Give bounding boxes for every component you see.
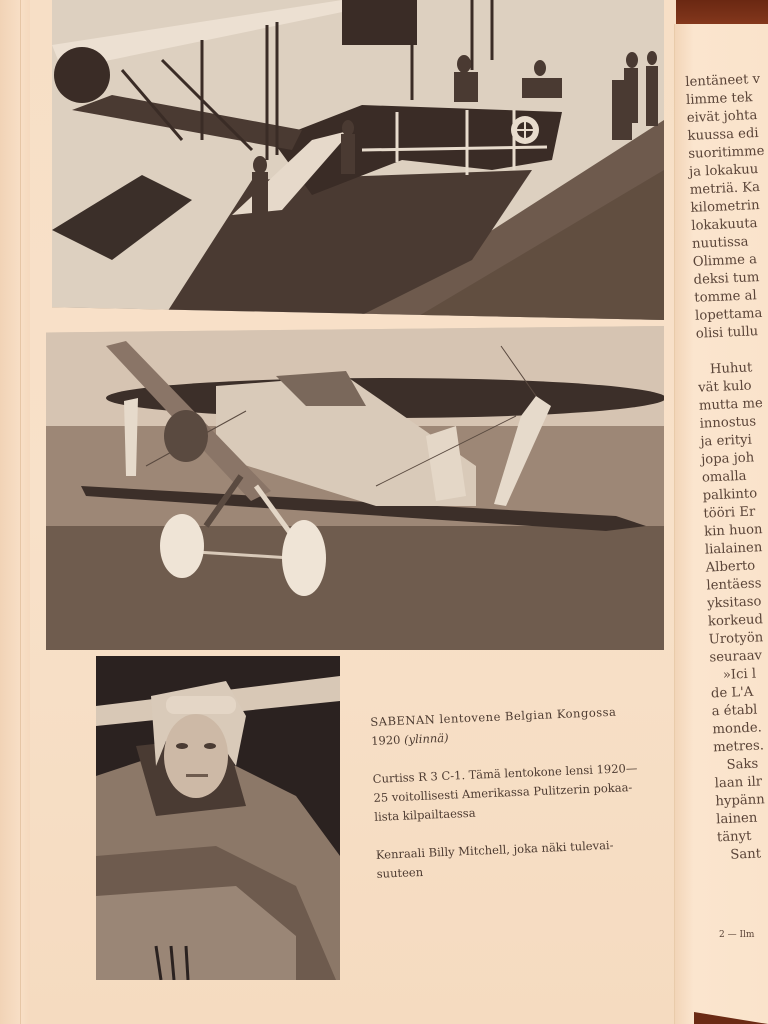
caption-curtiss-line2: 25 voitollisesti Amerikassa Pulitzerin pokaa- [373,780,633,805]
right-page-line: de L'A [710,684,754,702]
right-page-line: suoritimme [688,143,765,162]
caption-mitchell-line2: suuteen [376,864,424,881]
right-page-line: kilometrin [690,197,760,216]
right-page-line: Sant [717,846,762,864]
right-page-line: kuussa edi [687,125,759,144]
right-page-line: lopettama [694,305,763,324]
caption-sabena-year: 1920 [370,732,401,748]
right-page-line: nuutissa [691,234,749,252]
right-page-footer: 2 — Ilm [719,930,755,940]
right-page-line: limme tek [685,90,753,108]
caption-mitchell-line1: Kenraali Billy Mitchell, joka näki tulevai- [375,837,614,862]
caption-sabena-position: (ylinnä) [403,730,449,747]
photo-sabena-seaplane [52,0,664,320]
right-page-line: metres. [712,738,765,756]
page-fold [20,0,21,1024]
right-page-line: lialainen [704,540,763,558]
right-page-line: jopa joh [700,450,755,468]
right-page-line: Olimme a [692,252,758,270]
right-page-line: lokakuuta [691,216,758,234]
right-page-line: tööri Er [703,504,756,522]
right-page-line: lentäess [706,576,762,594]
right-page-line: ja lokakuu [688,162,759,180]
right-page-line: laan ilr [714,774,763,792]
right-page-line: »Ici l [709,666,757,684]
caption-curtiss-line1: Curtiss R 3 C-1. Tämä lentokone lensi 1920— [372,760,638,786]
portrait-illustration [96,656,340,980]
right-page-line: Alberto [705,558,756,576]
right-page-line: Huhut [697,360,753,378]
right-page-line: lentäneet v [685,71,761,90]
right-page-line: a établ [711,702,758,720]
right-page-line: ja erityi [700,432,753,450]
right-page-line: tänyt [716,828,752,846]
right-page-line: metriä. Ka [689,179,761,198]
right-page [674,24,768,1024]
photo-billy-mitchell [96,656,340,980]
caption-sabena-line1: SABENAN lentovene Belgian Kongossa [370,704,617,729]
right-page-body-text [685,68,768,865]
right-page-line: kin huon [703,522,763,540]
right-page-line: omalla [701,468,747,486]
right-page-line: deksi tum [693,270,760,288]
caption-curtiss-line3: lista kilpailtaessa [374,805,476,824]
caption-curtiss [372,757,694,827]
right-page-line: vät kulo [697,378,752,396]
seaplane-illustration [52,0,664,320]
right-page-line: korkeud [707,612,764,630]
right-page-line: Saks [713,756,759,774]
right-page-line: yksitaso [706,594,762,612]
right-page-line: hypänn [715,792,766,810]
right-page-line: tomme al [694,288,757,306]
biplane-illustration [46,326,664,650]
right-page-line: innostus [699,414,757,432]
right-page-line: lainen [715,810,758,828]
right-page-line: Urotyön [708,630,764,648]
right-page-line: olisi tullu [695,324,759,342]
photo-captions [370,700,697,884]
right-page-line: palkinto [702,486,758,504]
right-page-line: monde. [712,720,763,738]
right-page-line: seuraav [709,648,763,666]
right-page-line: eivät johta [686,108,758,126]
right-page-line: mutta me [698,396,764,414]
photo-curtiss-r3c1 [46,326,664,650]
